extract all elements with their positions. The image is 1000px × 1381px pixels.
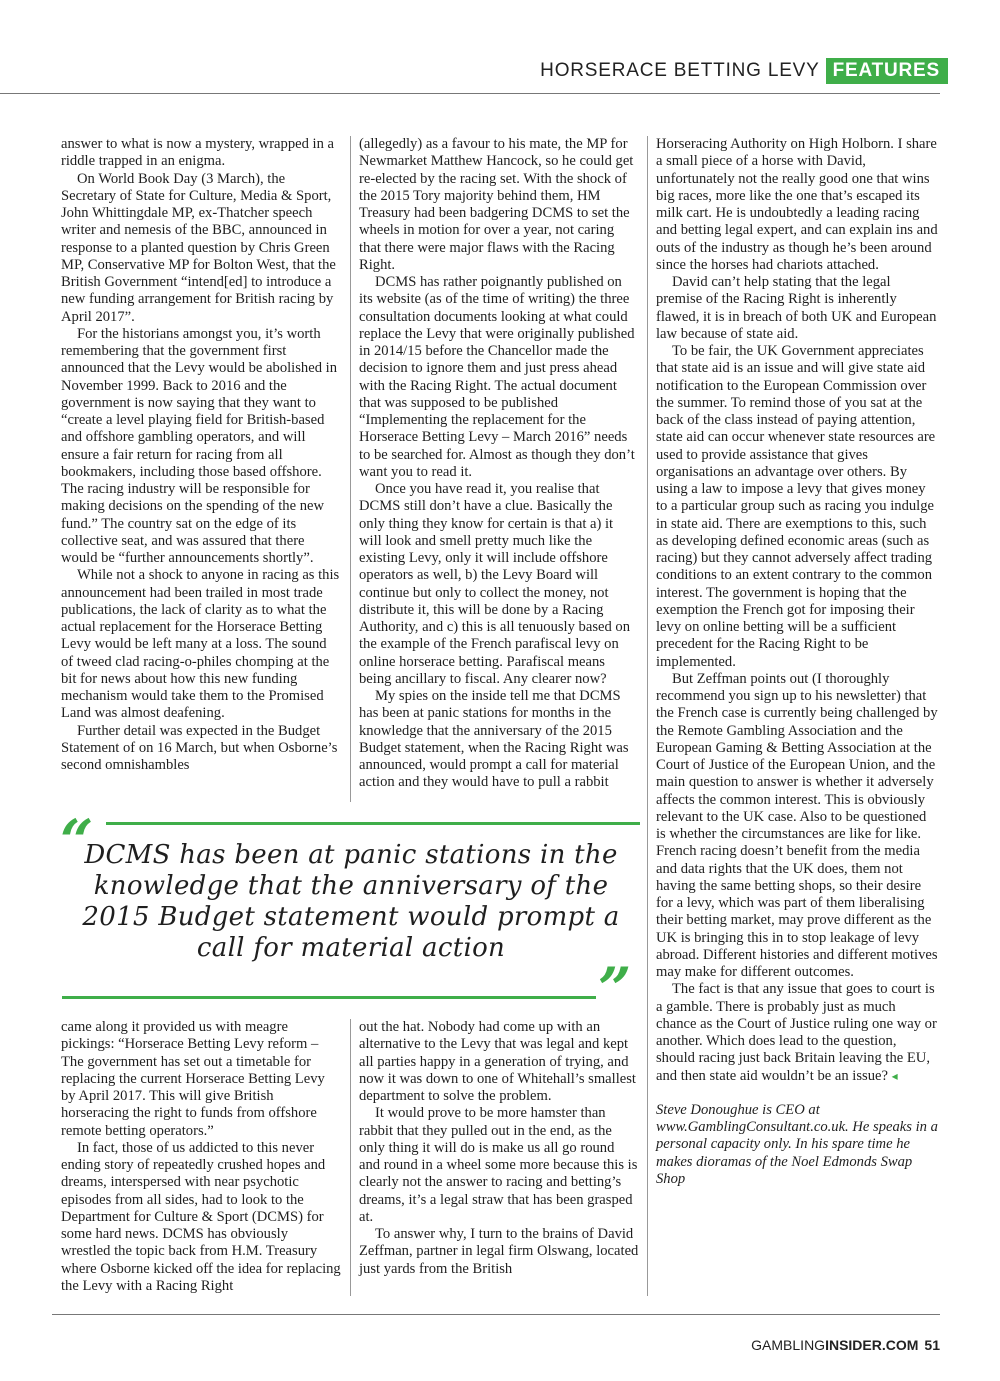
paragraph: On World Book Day (3 March), the Secretary of State for Culture, Media & Sport, John Whittingdale MP, ex-Thatcher speech writer and nemesis of the BBC, announced in response to a planted question by Chris Green MP, Conservative MP for Bolton West, that the British Government “intend[ed] to introduce a new funding arrangement for British racing by April 2017”. [61, 170, 336, 325]
paragraph: But Zeffman points out (I thoroughly recommend you sign up to his newsletter) that the French case is currently being challenged by the Remote Gambling Association and the European Gaming & Betting Association at the Court of Justice of the European Union, and the main question to answer is whether it adversely affects the common interest. This is obviously relevant to the UK case. Also to be questioned is whether the circumstances are like for like. French racing doesn’t benefit from the media and data rights that the UK does, them not having the same betting shops, so their desire for a levy, which was part of them liberalising their betting market, may prove different as the UK is bringing this in to stop leakage of levy abroad. Different histories and different motives may make for different outcomes. [656, 670, 938, 980]
paragraph: (allegedly) as a favour to his mate, the MP for Newmarket Matthew Hancock, so he could get re-elected by the racing set. With the shock of the 2015 Tory majority behind them, HM Treasury had been badgering DCMS to set the wheels in motion for over a year, not caring that there were major flaws with the Racing Right. [359, 136, 634, 273]
paragraph: came along it provided us with meagre pickings: “Horserace Betting Levy reform – The government has set out a timetable for replacing the current Horserace Betting Levy by April 2017. This will give British horseracing the right to funds from offshore remote betting operators.” [61, 1019, 325, 1139]
paragraph [656, 981, 938, 1085]
site-name-bold: INSIDER.COM [825, 1337, 919, 1353]
paragraph: DCMS has rather poignantly published on its website (as of the time of writing) the three consultation documents looking at what could replace the Levy that were originally published in 2014/15 before the Chancellor made the decision to ignore them and just press ahead with the Racing Right. The actual document that was supposed to be published “Implementing the replacement for the Horserace Betting Levy – March 2016” needs to be searched for. Almost as though they don’t want you to read it. [359, 274, 635, 480]
open-quote-icon: “ [60, 807, 94, 875]
close-quote-icon: ” [598, 955, 632, 1023]
section-title: HORSERACE BETTING LEVY [540, 60, 820, 81]
section-tag: FEATURES [826, 58, 948, 84]
paragraph: In fact, those of us addicted to this never ending story of repeatedly crushed hopes and dreams, interspersed with near psychotic episodes from all sides, had to look to the Department for Culture & Sport (DCMS) for some hard news. DCMS has obviously wrestled the topic back from H.M. Treasury where Osborne kicked off the idea for replacing the Levy with a Racing Right [61, 1139, 341, 1294]
end-mark-icon: ◂ [891, 1068, 898, 1083]
author-byline: Steve Donoughue is CEO at www.GamblingConsultant.co.uk. He speaks in a personal capacity only. In his spare time he makes dioramas of the Noel Edmonds Swap Shop [656, 1101, 938, 1187]
column-divider [350, 136, 351, 802]
pullquote-rule-bottom [62, 996, 596, 999]
paragraph-text: The fact is that any issue that goes to court is a gamble. There is probably just as much chance as the Court of Justice ruling one way or another. Which does lead to the question, should racing just back Britain leaving the EU, and then state aid wouldn’t be an issue? [656, 981, 937, 1084]
pullquote: DCMS has been at panic stations in the knowledge that the anniversary of the 2015 Budget statement would prompt a call for material action [82, 840, 620, 963]
paragraph: out the hat. Nobody had come up with an alternative to the Levy that was legal and kept all parties happy in a generation of trying, and now it was down to one of Whitehall’s smallest department to solve the problem. [359, 1019, 636, 1104]
pullquote-rule-top [106, 822, 640, 825]
paragraph: It would prove to be more hamster than rabbit that they pulled out in the end, as the only thing it will do is make us all go round and round in a wheel some more because this is clearly not the answer to racing and betting’s dreams, it’s a legal straw that has been grasped at. [359, 1105, 638, 1225]
paragraph: My spies on the inside tell me that DCMS has been at panic stations for months in the knowledge that the anniversary of the 2015 Budget statement, when the Racing Right was announced, would prompt a call for material action and they would have to pull a rabbit [359, 688, 629, 791]
page-footer [751, 1337, 940, 1353]
paragraph: To be fair, the UK Government appreciates that state aid is an issue and will give state aid notification to the European Commission over the summer. To remind those of you sat at the back of the class instead of paying attention, state aid can occur whenever state resources are used to provide assistance that gives organisations an advantage over others. By using a law to impose a levy that gives money to a particular group such as racing you indulge in state aid. There are exemptions to this, such as developing defined economic areas (such as racing) but they cannot adversely affect trading conditions to an extent contrary to the common interest. The government is hoping that the exemption the French got for imposing their levy on online betting will be a sufficient precedent for the Racing Right to be implemented. [656, 343, 936, 670]
paragraph: Once you have read it, you realise that DCMS still don’t have a clue. Basically the only thing they know for certain is that a) it will look and smell pretty much like the existing Levy, only it will include offshore operators as well, b) the Levy Board will continue but only to collect the money, not distribute it, this will be done by a Racing Authority, and c) this is all tenuously based on the example of the French parafiscal levy on online horserace betting. Parafiscal means being ancillary to fiscal. Any clearer now? [359, 481, 631, 687]
paragraph: Horseracing Authority on High Holborn. I share a small piece of a horse with David, unfortunately not the really good one that wins big races, more like the one that’s escaped its milk cart. He is undoubtedly a leading racing and betting legal expert, and can explain ins and outs of the industry as though he’s been around since the horses had chariots attached. [656, 136, 938, 273]
column-2-bottom [359, 1019, 639, 1278]
paragraph: For the historians amongst you, it’s worth remembering that the government first announced that the Levy would be abolished in November 1999. Back to 2016 and the government is now saying that they want to “create a level playing field for British-based and offshore gambling operators, and will ensure a fair return for racing from all bookmakers, including those based offshore. The racing industry will be responsible for making decisions on the spending of the new fund.” The country sat on the edge of its collective seat, and was assured that there would be “further announcements shortly”. [61, 325, 337, 566]
paragraph: answer to what is now a mystery, wrapped in a riddle trapped in an enigma. [61, 136, 335, 170]
paragraph: David can’t help stating that the legal premise of the Racing Right is inherently flawed, it is in breach of both UK and European law because of state aid. [656, 274, 937, 342]
column-divider [647, 136, 648, 1296]
section-header [540, 56, 948, 86]
column-3 [656, 136, 938, 1188]
column-divider [350, 1019, 351, 1296]
site-name-prefix: GAMBLING [751, 1337, 826, 1353]
paragraph: To answer why, I turn to the brains of David Zeffman, partner in legal firm Olswang, located just yards from the British [359, 1226, 639, 1277]
column-1-top [61, 136, 341, 774]
paragraph: Further detail was expected in the Budget Statement of on 16 March, but when Osborne’s second omnishambles [61, 722, 338, 773]
footer-rule [52, 1314, 940, 1315]
paragraph: While not a shock to anyone in racing as this announcement had been trailed in most trade publications, the lack of clarity as to what the actual replacement for the Horserace Betting Levy would be left many at a loss. The sound of tweed clad racing-o-philes chomping at the bit for news about how this new funding mechanism would take them to the Promised Land was almost deafening. [61, 567, 340, 722]
column-1-bottom [61, 1019, 341, 1295]
header-rule [0, 93, 940, 94]
column-2-top [359, 136, 639, 792]
page-number: 51 [924, 1337, 940, 1353]
